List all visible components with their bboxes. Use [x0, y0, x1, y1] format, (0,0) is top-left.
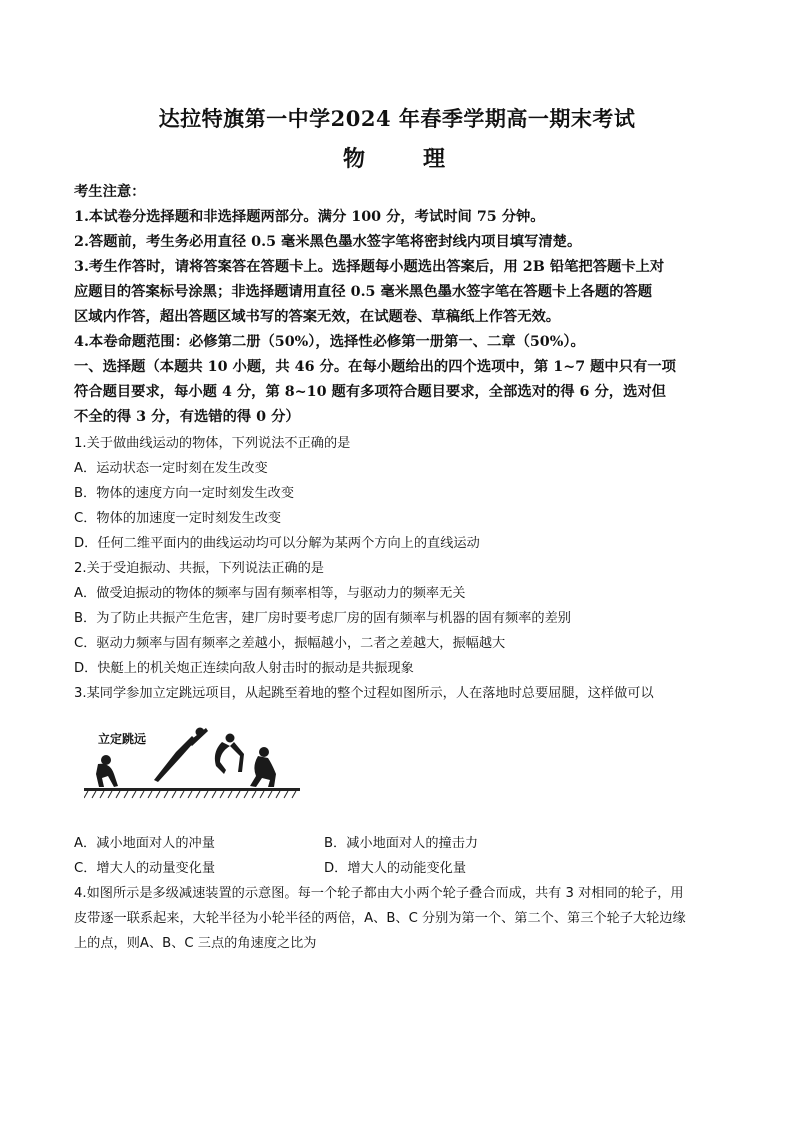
option-d: D．增大人的动能变化量 [324, 861, 467, 876]
question-stem: 4.如图所示是多级减速装置的示意图。每一个轮子都由大小两个轮子叠合而成，共有 3 对相同的轮子，用 [74, 886, 684, 901]
option-a: A．减小地面对人的冲量 [74, 836, 215, 851]
question-option: B．为了防止共振产生危害，建厂房时要考虑厂房的固有频率与机器的固有频率的差别 [74, 611, 571, 626]
question-option: A．运动状态一定时刻在发生改变 [74, 461, 268, 476]
ground-hatching [84, 791, 296, 798]
jumper-takeoff [154, 728, 208, 783]
question-stem: 皮带逐一联系起来，大轮半径为小轮半径的两倍，A、B、C 分别为第一个、第二个、第三个轮子大轮边缘 [74, 911, 686, 926]
question-option: B．物体的速度方向一定时刻发生改变 [74, 486, 295, 501]
jumper-in-air [215, 734, 244, 775]
question-option: D．任何二维平面内的曲线运动均可以分解为某两个方向上的直线运动 [74, 536, 480, 551]
question-option: C．物体的加速度一定时刻发生改变 [74, 511, 282, 526]
question-stem: 3.某同学参加立定跳远项目，从起跳至着地的整个过程如图所示，人在落地时总要屈腿，这样做可以 [74, 686, 654, 701]
ground-line [84, 788, 300, 791]
question-option: D．快艇上的机关炮正连续向敌人射击时的振动是共振现象 [74, 661, 414, 676]
option-c: C．增大人的动量变化量 [74, 861, 216, 876]
figure-caption: 立定跳远 [98, 732, 147, 746]
notice-item: 3.考生作答时，请将答案答在答题卡上。选择题每小题选出答案后，用 2B 铅笔把答题卡上对 [74, 259, 665, 275]
section-heading: 一、选择题（本题共 10 小题，共 46 分。在每小题给出的四个选项中，第 1~7 题中只有一项 [74, 359, 676, 375]
notice-item: 应题目的答案标号涂黑；非选择题请用直径 0.5 毫米黑色墨水签字笔在答题卡上各题的答题 [74, 284, 653, 300]
question-stem: 1.关于做曲线运动的物体，下列说法不正确的是 [74, 436, 351, 451]
notice-item: 1.本试卷分选择题和非选择题两部分。满分 100 分，考试时间 75 分钟。 [74, 209, 545, 225]
question-option: A．做受迫振动的物体的频率与固有频率相等，与驱动力的频率无关 [74, 586, 466, 601]
standing-long-jump-figure [84, 722, 300, 800]
subject-title: 物 理 [342, 146, 463, 172]
question-option: C．驱动力频率与固有频率之差越小，振幅越小，二者之差越大，振幅越大 [74, 636, 506, 651]
section-heading: 不全的得 3 分，有选错的得 0 分） [74, 409, 300, 425]
jumper-landing [250, 747, 276, 787]
notice-item: 2.答题前，考生务必用直径 0.5 毫米黑色墨水签字笔将密封线内项目填写清楚。 [74, 234, 582, 250]
question-stem: 上的点，则A、B、C 三点的角速度之比为 [74, 936, 317, 951]
option-b: B．减小地面对人的撞击力 [324, 836, 479, 851]
jumper-crouch-start [96, 755, 118, 787]
section-heading: 符合题目要求，每小题 4 分，第 8~10 题有多项符合题目要求，全部选对的得 6 分，选对但 [74, 384, 666, 400]
question-stem: 2.关于受迫振动、共振，下列说法正确的是 [74, 561, 324, 576]
notice-heading: 考生注意： [74, 184, 146, 200]
exam-title: 达拉特旗第一中学2024 年春季学期高一期末考试 [158, 106, 636, 131]
notice-item: 4.本卷命题范围：必修第二册（50%），选择性必修第一册第一、二章（50%）。 [74, 334, 585, 350]
notice-item: 区域内作答，超出答题区域书写的答案无效，在试题卷、草稿纸上作答无效。 [74, 309, 561, 325]
